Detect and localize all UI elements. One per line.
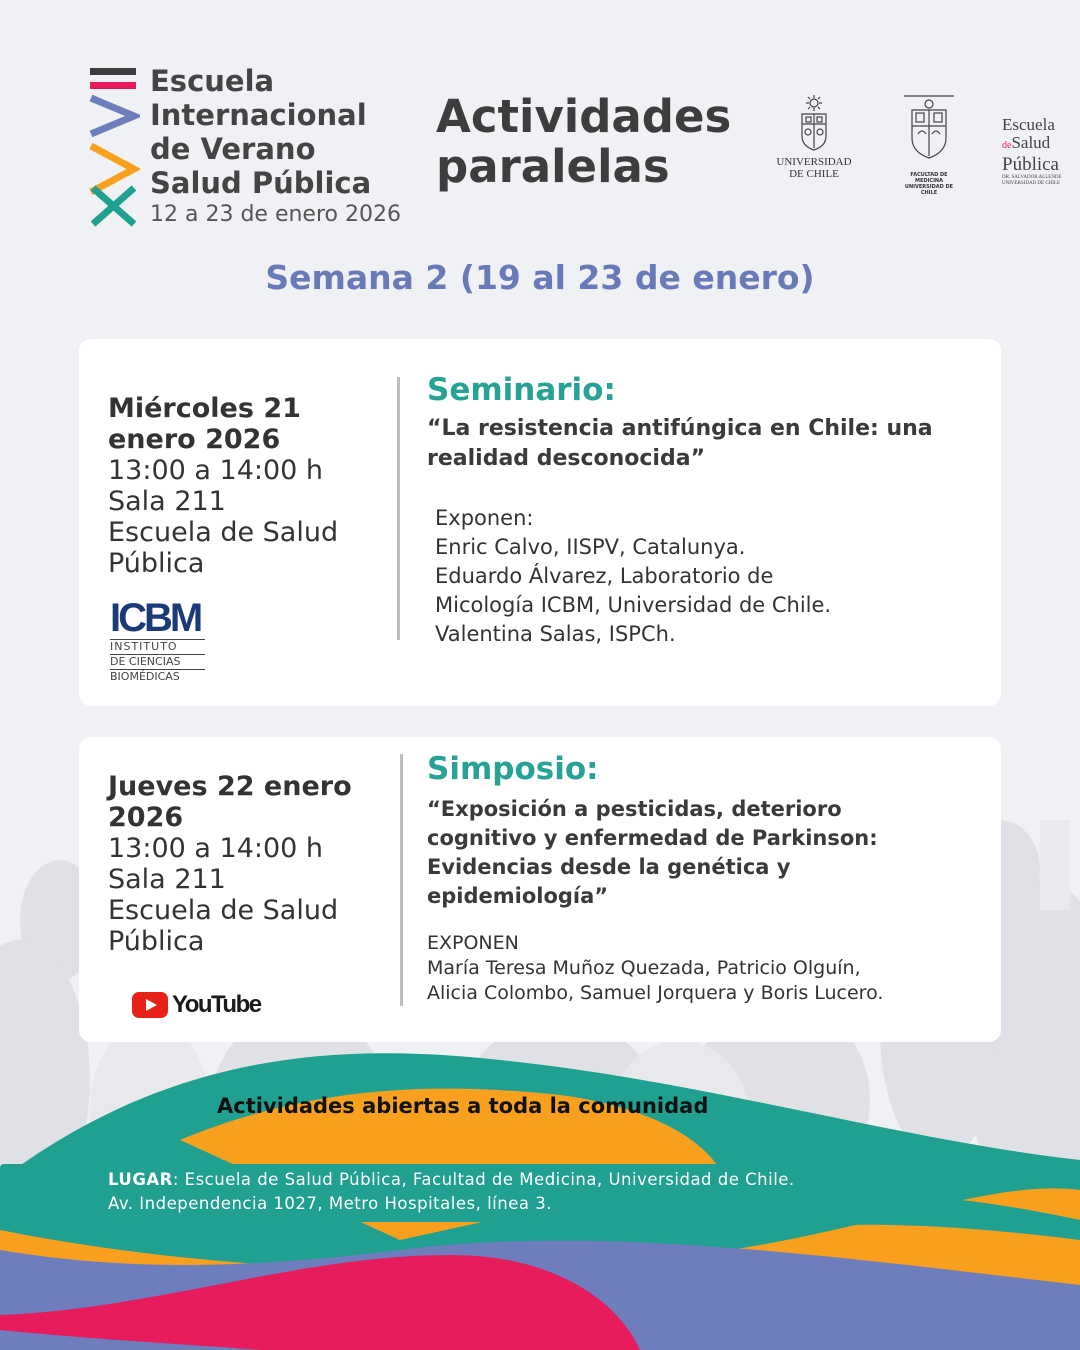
event-venue: Pública: [108, 926, 205, 957]
universidad-de-chile-logo: [770, 94, 858, 180]
event-title: [427, 795, 878, 911]
school-line: Salud Pública: [150, 166, 372, 200]
event-time: 13:00 a 14:00 h: [108, 833, 324, 864]
title-line: paralelas: [436, 140, 670, 193]
open-to-community: Actividades abiertas a toda la comunidad: [217, 1094, 709, 1118]
event-title-line: realidad desconocida”: [427, 446, 706, 471]
event-when: [108, 393, 338, 579]
location-line: Av. Independencia 1027, Metro Hospitales, línea 3.: [108, 1194, 552, 1213]
event-date: Miércoles 21: [108, 393, 301, 424]
event-venue: Pública: [108, 548, 205, 579]
event-room: Sala 211: [108, 864, 226, 895]
esp-logo-text: Pública: [1002, 154, 1059, 175]
event-card: [79, 737, 1001, 1042]
event-type: Simposio:: [427, 751, 599, 787]
fmed-label: UNIVERSIDAD DE CHILE: [904, 184, 954, 196]
event-card: [79, 339, 1001, 706]
speakers-heading: Exponen:: [435, 506, 534, 530]
esp-logo-text: UNIVERSIDAD DE CHILE: [1002, 181, 1061, 186]
youtube-label: YouTube: [172, 991, 261, 1018]
week-heading: Semana 2 (19 al 23 de enero): [265, 258, 815, 297]
event-date: 2026: [108, 802, 184, 833]
fmed-label: FACULTAD DE MEDICINA: [910, 172, 948, 184]
esp-logo-text: de: [1002, 140, 1012, 151]
event-title-line: epidemiología”: [427, 884, 609, 908]
school-line: Escuela: [150, 64, 275, 98]
event-title-line: Evidencias desde la genética y: [427, 855, 791, 879]
fmed-crest-icon: [902, 94, 956, 168]
school-line: de Verano: [150, 132, 316, 166]
event-date: enero 2026: [108, 424, 281, 455]
location-line: : Escuela de Salud Pública, Facultad de Medicina, Universidad de Chile.: [172, 1170, 795, 1189]
divider: [400, 754, 403, 1006]
school-dates: 12 a 23 de enero 2026: [150, 202, 401, 227]
uchile-label: DE CHILE: [789, 168, 839, 180]
title-line: Actividades: [436, 90, 732, 143]
event-speakers: [435, 504, 831, 649]
speakers-heading: EXPONEN: [427, 932, 519, 954]
speaker-line: Alicia Colombo, Samuel Jorquera y Boris Lucero.: [427, 982, 884, 1004]
youtube-logo[interactable]: [132, 990, 261, 1020]
event-title: [427, 414, 933, 474]
speaker-line: Valentina Salas, ISPCh.: [435, 622, 676, 646]
icbm-logo: [110, 597, 205, 684]
location-text: [108, 1168, 795, 1216]
icbm-line: INSTITUTO: [110, 639, 205, 654]
event-date: Jueves 22 enero: [108, 771, 352, 802]
page-title: [436, 92, 731, 192]
school-line: Internacional: [150, 98, 367, 132]
uchile-label: UNIVERSIDAD: [776, 156, 852, 168]
event-venue: Escuela de Salud: [108, 895, 339, 926]
speaker-line: Enric Calvo, IISPV, Catalunya.: [435, 535, 746, 559]
event-when: [108, 771, 352, 957]
escuela-salud-publica-logo: [1002, 116, 1066, 187]
event-venue: Escuela de Salud: [108, 517, 339, 548]
speaker-line: Eduardo Álvarez, Laboratorio de: [435, 564, 774, 588]
youtube-icon: [132, 992, 168, 1018]
event-room: Sala 211: [108, 486, 226, 517]
event-type: Seminario:: [427, 372, 616, 408]
icbm-abbr: ICBM: [110, 596, 201, 640]
xxvi-logo: [88, 68, 140, 228]
location-label: LUGAR: [108, 1170, 173, 1189]
speaker-line: María Teresa Muñoz Quezada, Patricio Olguín,: [427, 957, 861, 979]
icbm-line: BIOMÉDICAS: [110, 669, 205, 684]
school-name: [150, 64, 371, 200]
event-title-line: cognitivo y enfermedad de Parkinson:: [427, 826, 878, 850]
uchile-crest-icon: [794, 94, 834, 152]
speaker-line: Micología ICBM, Universidad de Chile.: [435, 593, 832, 617]
event-time: 13:00 a 14:00 h: [108, 455, 324, 486]
icbm-line: DE CIENCIAS: [110, 654, 205, 669]
esp-logo-text: Salud: [1011, 133, 1051, 152]
event-title-line: “La resistencia antifúngica en Chile: una: [427, 416, 933, 441]
esp-logo-text: DR. SALVADOR ALLENDE: [1002, 175, 1062, 180]
esp-logo-text: Escuela: [1002, 115, 1055, 134]
event-title-line: “Exposición a pesticidas, deterioro: [427, 797, 842, 821]
event-speakers: [427, 931, 883, 1006]
facultad-medicina-logo: [900, 94, 958, 196]
divider: [397, 377, 400, 640]
